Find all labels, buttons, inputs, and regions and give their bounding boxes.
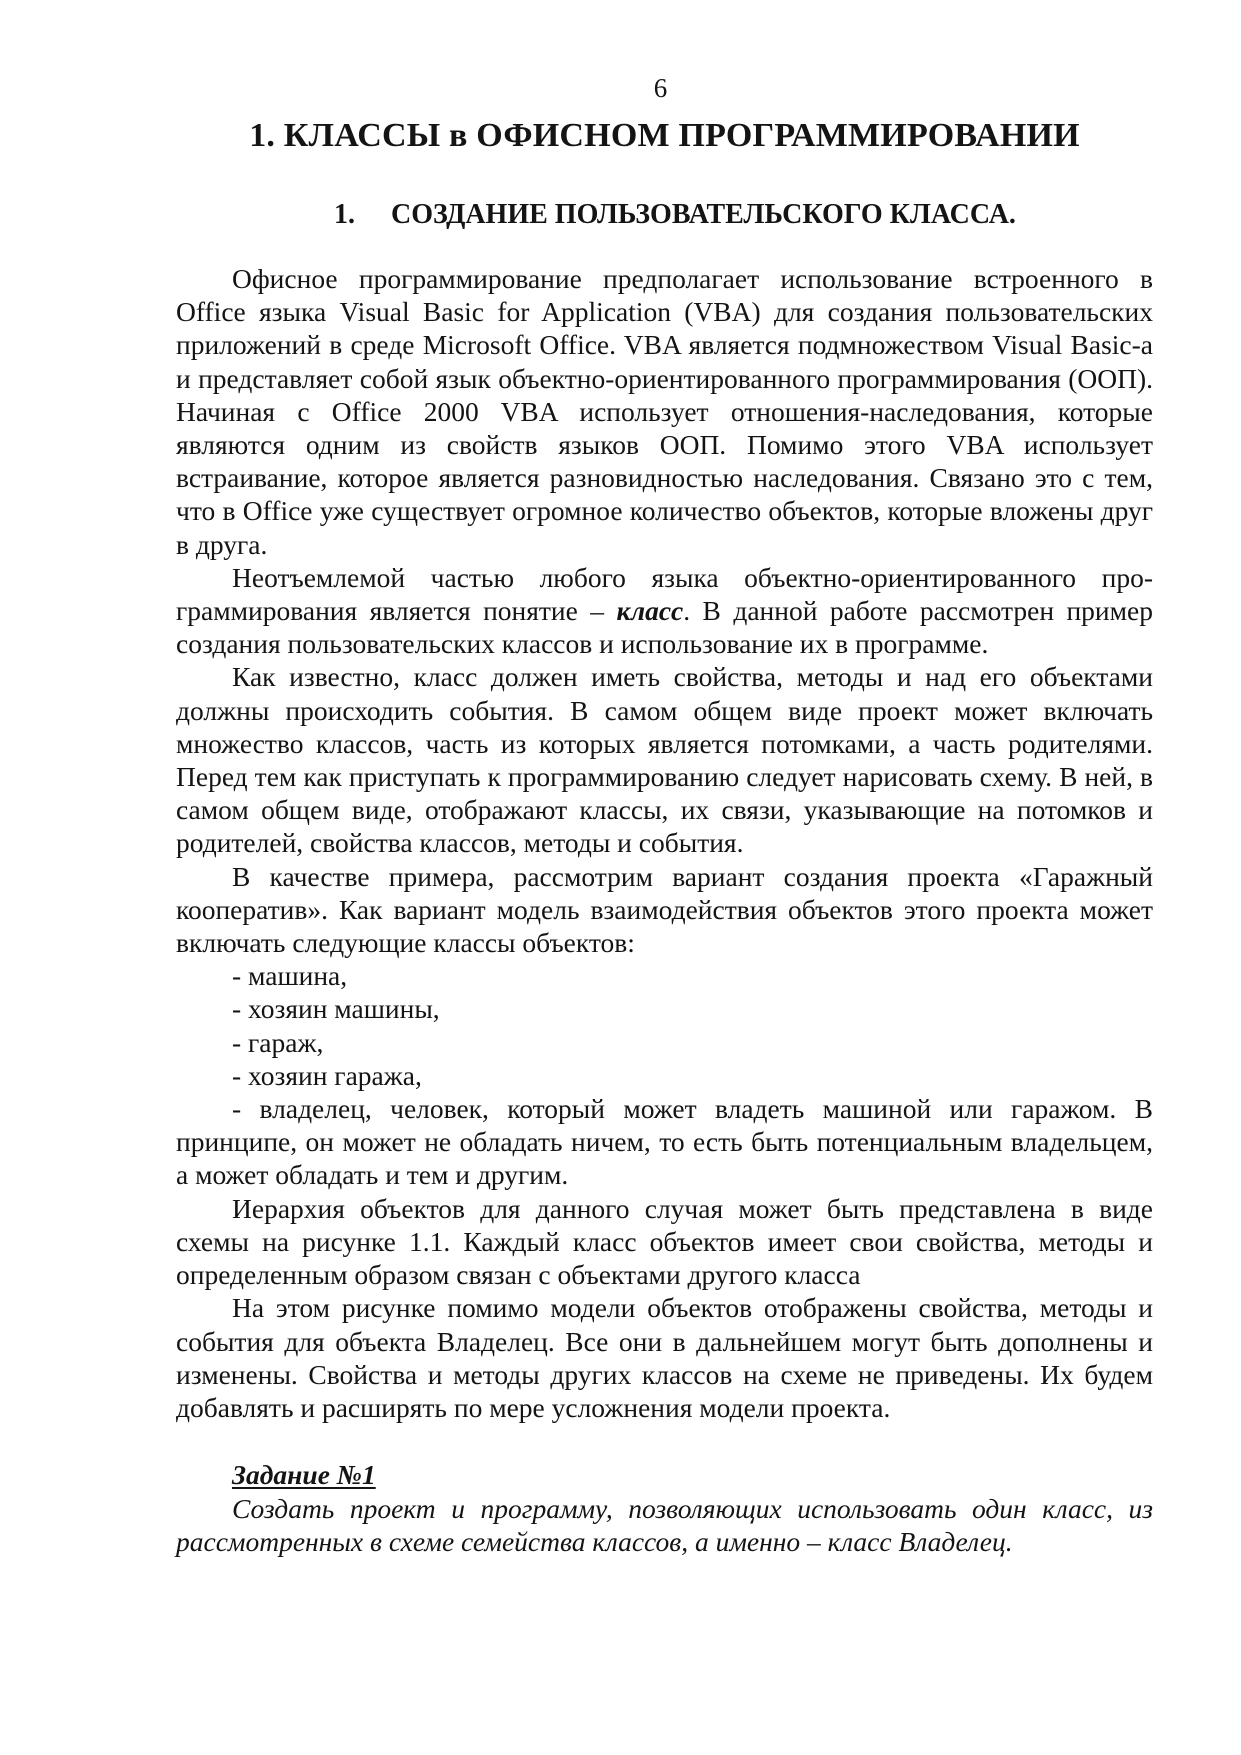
list-item: - гараж, [232,1026,324,1058]
list-item: - владелец, человек, который может владеть машиной или гаражом. В принципе, он может не обладать ничем, то есть быть потенциальным владельцем, а может обладать и тем и другим. [176,1093,1153,1191]
section-title [334,198,1016,232]
paragraph-class-concept [176,561,1153,661]
paragraph-example: В качестве примера, рассмотрим вариант создания проекта «Гаражный кооператив». Как вариант модель взаимодействия объектов этого проекта может включать следующие классы объектов: [176,860,1153,959]
task-text: Создать проект и программу, позволяющих использовать один класс, из рассмотренных в схеме семейства классов, а именно – класс Владелец. [176,1492,1153,1557]
section-number: 1. [334,199,355,230]
task-block [176,1458,1153,1559]
list-item: - машина, [232,960,348,992]
page-number: 6 [653,73,668,103]
list-item: - хозяин машины, [232,993,440,1025]
paragraph-hierarchy: Иерархия объектов для данного случая может быть представлена в виде схемы на рисунке 1.1. Каждый класс объектов имеет свои свойства, методы и определенным образом связан с объектами другого класса [176,1192,1153,1291]
term-class: класс [616,595,684,627]
section-heading-text: СОЗДАНИЕ ПОЛЬЗОВАТЕЛЬСКОГО КЛАССА. [391,199,1016,230]
chapter-title: 1. КЛАССЫ в ОФИСНОМ ПРОГРАММИРОВАНИИ [249,117,1080,154]
paragraph-class-concept-start: Неотъемлемой частью любого языка объектно-ориентированного программирования является понятие – [176,561,1153,627]
paragraph-intro: Офисное программирование предполагает использование встроенного в Office языка Visual Basic for Application (VBA) для создания пользовательских приложений в среде Microsoft Office. VBA является подмножеством Visual Basic-а и представляет собой язык объектно-ориентированного программирования (ООП). Начиная с Office 2000 VBA использует отношения-наследования, которые являются одним из свойств языков ООП. Помимо этого VBA использует встраивание, которое является разновидностью наследования. Связано это с тем, что в Office уже существует огромное количество объектов, которые вложены друг в друга. [176,263,1153,560]
list-item: - хозяин гаража, [232,1059,422,1091]
paragraph-class-properties: Как известно, класс должен иметь свойства, методы и над его объектами должны происходить события. В самом общем виде проект может включать множество классов, часть из которых является потомками, а часть родителями. Перед тем как приступать к программированию следует нарисовать схему. В ней, в самом общем виде, отображают классы, их связи, указывающие на потомков и родителей, свойства классов, методы и события. [176,661,1153,859]
body-text [176,262,1153,1424]
paragraph-figure-description: На этом рисунке помимо модели объектов отображены свойства, методы и события для объекта Владелец. Все они в дальнейшем могут быть дополнены и изменены. Свойства и методы других классов на схеме не приведены. Их будем добавлять и расширять по мере усложнения модели проекта. [176,1292,1153,1423]
paragraph-class-concept-end: . В данной работе рассмотрен пример создания пользовательских классов и использование их в программе. [176,595,1154,660]
task-title: Задание №1 [232,1459,376,1490]
